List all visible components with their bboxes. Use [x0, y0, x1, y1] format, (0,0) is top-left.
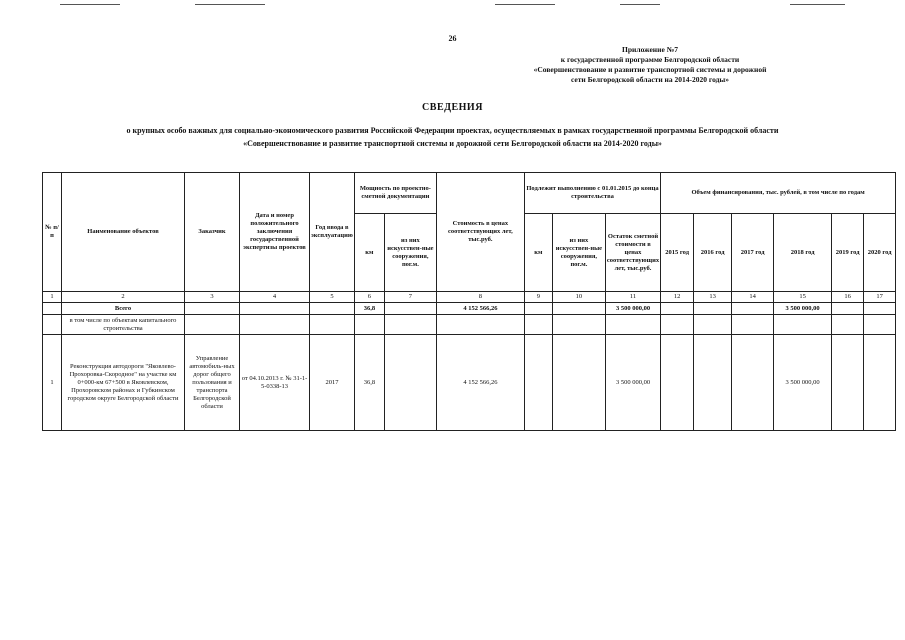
empty-cell [832, 303, 864, 315]
empty-cell [552, 335, 605, 431]
object-customer: Управление автомобиль-ных дорог общего пользования и транспорта Белгородской области [185, 335, 240, 431]
empty-cell [661, 315, 694, 335]
col-number: 5 [310, 292, 355, 303]
col-number: 3 [185, 292, 240, 303]
appendix-line: к государственной программе Белгородской области [560, 55, 740, 64]
empty-cell [436, 315, 524, 335]
empty-cell [310, 303, 355, 315]
empty-cell [832, 315, 864, 335]
total-remainder: 3 500 000,00 [605, 303, 660, 315]
header-artificial: из них искусствен-ные сооружения, пог.м. [384, 214, 436, 292]
empty-cell [524, 303, 552, 315]
object-name: Реконструкция автодороги "Яковлево-Прохоровка-Скородное" на участке км 0+000-км 67+500 в Яковлевском, Прохоровском районах и Губкинском городском округе Белгородской области [62, 335, 185, 431]
object-expertise: от 04.10.2013 г. № 31-1-5-0338-13 [240, 335, 310, 431]
document-title: СВЕДЕНИЯ [422, 102, 483, 113]
empty-cell [605, 315, 660, 335]
header-num: № п/п [43, 173, 62, 292]
header-name: Наименование объектов [62, 173, 185, 292]
subtitle-line: «Совершенствование и развитие транспортной системы и дорожной сети Белгородской области на 2014-2020 годы» [243, 139, 662, 148]
header-2015: 2015 год [661, 214, 694, 292]
col-number: 15 [774, 292, 832, 303]
empty-cell [384, 315, 436, 335]
empty-cell [240, 315, 310, 335]
col-number: 2 [62, 292, 185, 303]
col-number: 6 [354, 292, 384, 303]
header-year: Год ввода в эксплуатацию [310, 173, 355, 292]
page-number: 26 [448, 34, 457, 43]
total-km: 36,8 [354, 303, 384, 315]
header-2020: 2020 год [864, 214, 896, 292]
header-2019: 2019 год [832, 214, 864, 292]
empty-cell [832, 335, 864, 431]
total-label: Всего [62, 303, 185, 315]
empty-cell [552, 315, 605, 335]
empty-cell [864, 315, 896, 335]
empty-cell [384, 335, 436, 431]
object-cost: 4 152 566,26 [436, 335, 524, 431]
col-number: 4 [240, 292, 310, 303]
projects-table [42, 172, 896, 431]
header-financing: Объем финансирования, тыс. рублей, в том числе по годам [661, 173, 896, 214]
scan-artifact [620, 4, 660, 5]
subtitle-line: о крупных особо важных для социально-экономического развития Российской Федерации проектах, осуществляемых в рамках государственной программы Белгородской области [126, 126, 779, 135]
empty-cell [864, 303, 896, 315]
empty-cell [310, 315, 355, 335]
col-number: 12 [661, 292, 694, 303]
header-subject: Подлежит выполнению с 01.01.2015 до конца строительства [524, 173, 660, 214]
document-subtitle [0, 124, 905, 150]
header-km: км [354, 214, 384, 292]
empty-cell [661, 303, 694, 315]
subheader-label: в том числе по объектам капитального строительства [62, 315, 185, 335]
empty-cell [240, 303, 310, 315]
empty-cell [43, 315, 62, 335]
empty-cell [661, 335, 694, 431]
empty-cell [552, 303, 605, 315]
total-2018: 3 500 000,00 [774, 303, 832, 315]
scan-artifact [495, 4, 555, 5]
table-row [43, 335, 896, 431]
col-number: 14 [732, 292, 774, 303]
empty-cell [694, 315, 732, 335]
empty-cell [185, 315, 240, 335]
col-number: 10 [552, 292, 605, 303]
col-number: 7 [384, 292, 436, 303]
object-remainder: 3 500 000,00 [605, 335, 660, 431]
scan-artifact [195, 4, 265, 5]
empty-cell [732, 303, 774, 315]
empty-cell [185, 303, 240, 315]
subheader-row [43, 315, 896, 335]
header-expertise: Дата и номер положительного заключения государственной экспертизы проектов [240, 173, 310, 292]
empty-cell [774, 315, 832, 335]
header-capacity: Мощность по проектно-сметной документации [354, 173, 436, 214]
header-remainder: Остаток сметной стоимости в ценах соответствующих лет, тыс.руб. [605, 214, 660, 292]
empty-cell [43, 303, 62, 315]
scan-artifact [790, 4, 845, 5]
object-year: 2017 [310, 335, 355, 431]
empty-cell [524, 335, 552, 431]
col-number: 9 [524, 292, 552, 303]
empty-cell [694, 335, 732, 431]
header-2018: 2018 год [774, 214, 832, 292]
col-number: 11 [605, 292, 660, 303]
empty-cell [524, 315, 552, 335]
empty-cell [354, 315, 384, 335]
header-2017: 2017 год [732, 214, 774, 292]
empty-cell [694, 303, 732, 315]
empty-cell [732, 335, 774, 431]
empty-cell [864, 335, 896, 431]
col-number: 1 [43, 292, 62, 303]
appendix-line: Приложение №7 [622, 45, 678, 54]
header-cost: Стоимость в ценах соответствующих лет, тыс.руб. [436, 173, 524, 292]
col-number: 8 [436, 292, 524, 303]
object-2018: 3 500 000,00 [774, 335, 832, 431]
appendix-line: сети Белгородской области на 2014-2020 годы» [570, 75, 730, 84]
col-number: 16 [832, 292, 864, 303]
total-row [43, 303, 896, 315]
object-km: 36,8 [354, 335, 384, 431]
header-customer: Заказчик [185, 173, 240, 292]
col-number: 13 [694, 292, 732, 303]
header-km2: км [524, 214, 552, 292]
total-cost: 4 152 566,26 [436, 303, 524, 315]
header-2016: 2016 год [694, 214, 732, 292]
col-number: 17 [864, 292, 896, 303]
appendix-line: «Совершенствование и развитие транспортной системы и дорожной [533, 65, 767, 74]
appendix-block [500, 45, 800, 85]
empty-cell [732, 315, 774, 335]
row-num: 1 [43, 335, 62, 431]
scan-artifact [60, 4, 120, 5]
header-artificial2: из них искусствен-ные сооружения, пог.м. [552, 214, 605, 292]
column-number-row [43, 292, 896, 303]
empty-cell [384, 303, 436, 315]
